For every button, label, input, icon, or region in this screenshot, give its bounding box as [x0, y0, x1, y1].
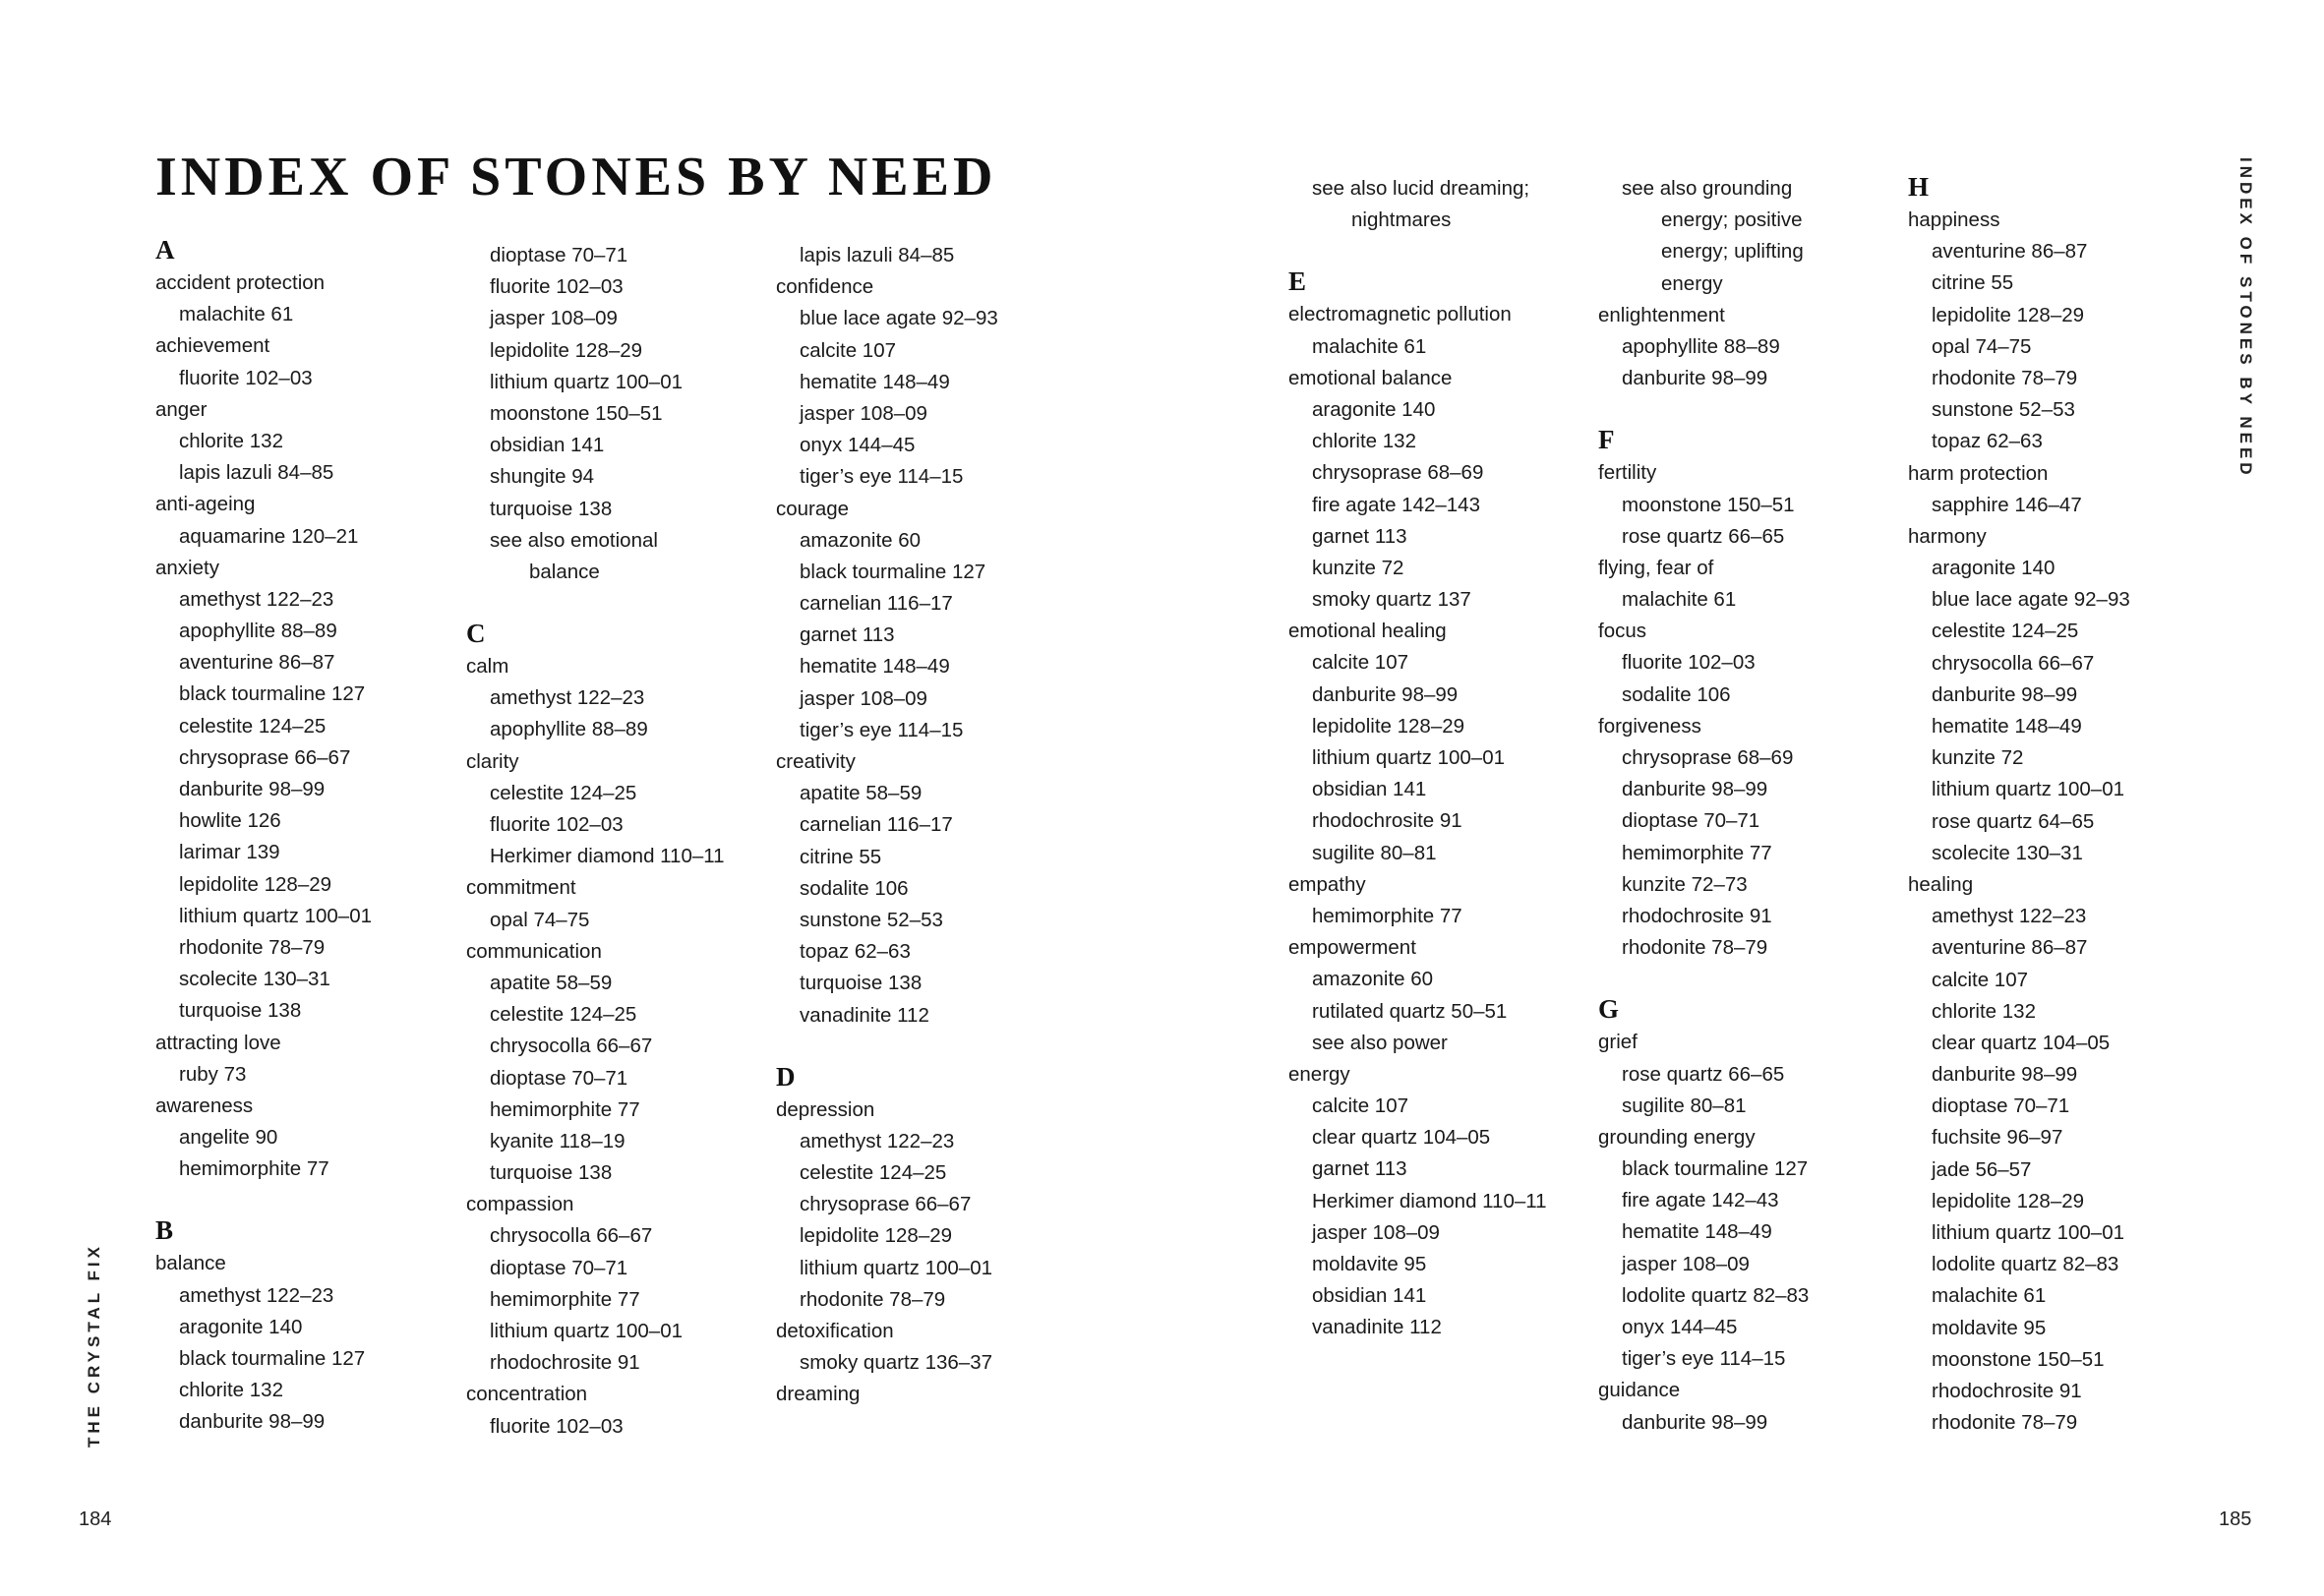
index-subentry: rhodochrosite 91	[1622, 904, 1772, 927]
index-continuation: balance	[529, 560, 600, 583]
index-heading: confidence	[776, 275, 874, 299]
index-heading: achievement	[155, 334, 270, 358]
index-subentry: fluorite 102–03	[490, 1414, 624, 1438]
running-head-left: THE CRYSTAL FIX	[85, 1243, 103, 1448]
index-subentry: aventurine 86–87	[1932, 936, 2088, 960]
index-subentry: smoky quartz 136–37	[800, 1351, 993, 1375]
index-subentry: chrysoprase 66–67	[800, 1193, 972, 1216]
index-subentry: tiger’s eye 114–15	[1622, 1347, 1786, 1371]
index-subentry: chlorite 132	[179, 429, 283, 452]
index-subentry: celestite 124–25	[179, 714, 327, 738]
index-subentry: black tourmaline 127	[179, 682, 366, 706]
index-subentry: lithium quartz 100–01	[1932, 1221, 2125, 1244]
index-subentry: aragonite 140	[1312, 397, 1436, 421]
index-subentry: celestite 124–25	[490, 781, 637, 804]
index-heading: emotional healing	[1288, 620, 1447, 643]
section-gap	[776, 1032, 1071, 1059]
index-subentry: apophyllite 88–89	[1622, 334, 1780, 358]
index-heading: creativity	[776, 750, 856, 773]
index-heading: accident protection	[155, 271, 326, 294]
index-subentry: jade 56–57	[1932, 1157, 2032, 1181]
index-subentry: fire agate 142–143	[1312, 493, 1480, 516]
index-subentry: rose quartz 64–65	[1932, 809, 2095, 833]
index-subentry: rhodochrosite 91	[490, 1351, 640, 1375]
index-subentry: calcite 107	[800, 338, 897, 362]
index-subentry: garnet 113	[1312, 1157, 1407, 1181]
index-subentry: hemimorphite 77	[490, 1097, 640, 1121]
index-subentry: dioptase 70–71	[490, 244, 628, 266]
index-subentry: aragonite 140	[179, 1315, 303, 1338]
index-subentry: dioptase 70–71	[1622, 809, 1760, 833]
index-subentry: chrysocolla 66–67	[490, 1224, 653, 1248]
index-subentry: onyx 144–45	[800, 434, 916, 457]
index-subentry: apophyllite 88–89	[179, 620, 337, 643]
index-subentry: ruby 73	[179, 1062, 247, 1086]
index-subentry: amethyst 122–23	[490, 686, 645, 710]
index-subentry: moonstone 150–51	[1622, 493, 1795, 516]
section-letter: H	[1908, 172, 1930, 202]
index-subentry: turquoise 138	[490, 1161, 613, 1185]
index-subentry: moldavite 95	[1932, 1316, 2047, 1339]
index-subentry: tiger’s eye 114–15	[800, 718, 964, 741]
index-subentry: hemimorphite 77	[179, 1157, 329, 1181]
index-heading: forgiveness	[1598, 714, 1701, 738]
section-letter: E	[1288, 266, 1307, 297]
index-heading: communication	[466, 939, 602, 963]
index-heading: energy	[1288, 1062, 1350, 1086]
index-subentry: turquoise 138	[490, 497, 613, 520]
index-column-4	[1288, 173, 1583, 1344]
section-gap	[466, 588, 761, 616]
index-subentry: sodalite 106	[800, 876, 909, 900]
index-subentry: danburite 98–99	[1622, 778, 1768, 801]
index-subentry: clear quartz 104–05	[1932, 1031, 2111, 1054]
index-subentry: celestite 124–25	[800, 1161, 947, 1185]
section-letter: A	[155, 235, 175, 265]
index-subentry: angelite 90	[179, 1126, 278, 1150]
index-subentry: rhodonite 78–79	[800, 1287, 946, 1311]
index-subentry: sugilite 80–81	[1312, 841, 1437, 864]
index-subentry: malachite 61	[1932, 1284, 2047, 1308]
index-subentry: danburite 98–99	[1622, 1410, 1768, 1434]
index-column-5	[1598, 173, 1893, 1439]
index-subentry: rhodonite 78–79	[1932, 366, 2078, 389]
index-subentry: see also power	[1312, 1031, 1448, 1054]
index-subentry: lithium quartz 100–01	[1932, 778, 2125, 801]
index-subentry: jasper 108–09	[1312, 1220, 1440, 1244]
index-subentry: see also lucid dreaming;	[1312, 177, 1530, 200]
index-subentry: sunstone 52–53	[800, 908, 943, 931]
index-continuation: nightmares	[1351, 208, 1452, 232]
index-subentry: sugilite 80–81	[1622, 1094, 1747, 1117]
index-subentry: see also emotional	[490, 528, 658, 552]
index-subentry: turquoise 138	[179, 999, 302, 1023]
index-heading: commitment	[466, 876, 576, 900]
index-continuation: energy	[1661, 271, 1723, 295]
index-heading: anti-ageing	[155, 493, 256, 516]
section-letter: C	[466, 619, 486, 649]
index-subentry: rose quartz 66–65	[1622, 524, 1785, 548]
index-subentry: malachite 61	[1312, 334, 1427, 358]
index-subentry: chrysoprase 68–69	[1312, 461, 1484, 485]
index-subentry: lepidolite 128–29	[1312, 714, 1465, 738]
index-subentry: hemimorphite 77	[1622, 841, 1772, 864]
index-heading: compassion	[466, 1193, 574, 1216]
index-subentry: lodolite quartz 82–83	[1932, 1253, 2119, 1276]
index-subentry: danburite 98–99	[1312, 682, 1459, 706]
index-subentry: lepidolite 128–29	[800, 1224, 953, 1248]
index-heading: clarity	[466, 749, 519, 773]
index-subentry: topaz 62–63	[1932, 430, 2043, 453]
index-subentry: amethyst 122–23	[1932, 905, 2087, 928]
index-subentry: chrysoprase 66–67	[179, 745, 351, 769]
index-subentry: sodalite 106	[1622, 682, 1731, 706]
section-letter: D	[776, 1061, 796, 1092]
index-heading: grounding energy	[1598, 1125, 1756, 1149]
index-continuation: energy; uplifting	[1661, 240, 1804, 264]
index-subentry: malachite 61	[1622, 588, 1737, 612]
index-heading: guidance	[1598, 1379, 1681, 1402]
index-subentry: amethyst 122–23	[800, 1129, 955, 1153]
index-subentry: kyanite 118–19	[490, 1129, 626, 1153]
section-gap	[1288, 236, 1583, 264]
index-heading: harm protection	[1908, 461, 2049, 485]
index-subentry: apatite 58–59	[490, 971, 613, 994]
index-subentry: citrine 55	[1932, 271, 2014, 295]
index-subentry: hematite 148–49	[800, 370, 950, 393]
index-subentry: onyx 144–45	[1622, 1316, 1738, 1338]
index-subentry: rhodonite 78–79	[1932, 1411, 2078, 1435]
index-subentry: aventurine 86–87	[179, 651, 335, 675]
index-subentry: apophyllite 88–89	[490, 718, 648, 741]
index-heading: awareness	[155, 1094, 254, 1117]
page-title: INDEX OF STONES BY NEED	[155, 147, 997, 207]
index-heading: empowerment	[1288, 936, 1416, 960]
index-heading: depression	[776, 1097, 875, 1121]
index-subentry: shungite 94	[490, 465, 595, 489]
index-subentry: clear quartz 104–05	[1312, 1126, 1491, 1150]
index-heading: calm	[466, 655, 509, 679]
index-subentry: dioptase 70–71	[1932, 1094, 2070, 1118]
index-heading: harmony	[1908, 524, 1987, 548]
index-subentry: chrysocolla 66–67	[490, 1034, 653, 1058]
index-heading: anger	[155, 397, 208, 421]
index-subentry: carnelian 116–17	[800, 813, 953, 837]
index-subentry: apatite 58–59	[800, 782, 923, 805]
index-subentry: carnelian 116–17	[800, 592, 953, 616]
index-subentry: lepidolite 128–29	[1932, 303, 2085, 326]
index-subentry: rhodochrosite 91	[1312, 809, 1462, 833]
index-subentry: danburite 98–99	[1622, 367, 1768, 390]
index-continuation: energy; positive	[1661, 208, 1803, 232]
index-subentry: lithium quartz 100–01	[179, 904, 373, 927]
index-subentry: lapis lazuli 84–85	[800, 244, 955, 266]
index-subentry: amazonite 60	[800, 528, 922, 552]
index-subentry: calcite 107	[1312, 1094, 1409, 1118]
index-subentry: rose quartz 66–65	[1622, 1062, 1785, 1086]
index-subentry: hemimorphite 77	[490, 1287, 640, 1311]
index-subentry: obsidian 141	[1312, 1284, 1427, 1308]
index-subentry: rhodonite 78–79	[1622, 936, 1768, 960]
index-heading: enlightenment	[1598, 303, 1725, 326]
section-letter: G	[1598, 994, 1620, 1025]
index-subentry: dioptase 70–71	[490, 1066, 628, 1090]
index-subentry: Herkimer diamond 110–11	[490, 845, 725, 868]
index-subentry: see also grounding	[1622, 177, 1793, 200]
index-subentry: fluorite 102–03	[1622, 651, 1756, 675]
index-subentry: hematite 148–49	[1622, 1220, 1772, 1244]
index-heading: detoxification	[776, 1320, 894, 1342]
index-subentry: Herkimer diamond 110–11	[1312, 1189, 1547, 1212]
index-subentry: kunzite 72	[1932, 746, 2024, 770]
index-subentry: blue lace agate 92–93	[800, 307, 998, 330]
index-subentry: danburite 98–99	[1932, 682, 2078, 706]
index-subentry: lepidolite 128–29	[1932, 1189, 2085, 1212]
index-heading: concentration	[466, 1383, 588, 1406]
index-subentry: lithium quartz 100–01	[490, 1320, 684, 1342]
index-subentry: danburite 98–99	[179, 1410, 326, 1434]
index-subentry: rhodonite 78–79	[179, 935, 326, 959]
index-subentry: smoky quartz 137	[1312, 588, 1471, 612]
index-subentry: aventurine 86–87	[1932, 240, 2088, 264]
index-subentry: chlorite 132	[1312, 430, 1416, 453]
index-subentry: black tourmaline 127	[800, 560, 986, 583]
page-number-right: 185	[2219, 1508, 2252, 1530]
index-subentry: moonstone 150–51	[1932, 1347, 2105, 1371]
section-gap	[1598, 964, 1893, 991]
index-subentry: scolecite 130–31	[1932, 841, 2083, 864]
index-subentry: rutilated quartz 50–51	[1312, 999, 1508, 1023]
index-subentry: jasper 108–09	[1622, 1252, 1750, 1275]
index-subentry: danburite 98–99	[179, 778, 326, 800]
index-subentry: black tourmaline 127	[179, 1347, 366, 1370]
index-column-2	[466, 240, 761, 1443]
index-subentry: lapis lazuli 84–85	[179, 461, 334, 485]
section-letter: F	[1598, 425, 1615, 455]
index-subentry: lepidolite 128–29	[179, 872, 332, 896]
index-subentry: vanadinite 112	[800, 1003, 929, 1027]
index-subentry: celestite 124–25	[1932, 620, 2079, 643]
index-subentry: amethyst 122–23	[179, 587, 334, 611]
index-subentry: chlorite 132	[179, 1379, 283, 1402]
index-heading: fertility	[1598, 461, 1657, 485]
index-subentry: chrysoprase 68–69	[1622, 746, 1794, 769]
index-heading: dreaming	[776, 1383, 861, 1406]
page-number-left: 184	[79, 1508, 112, 1530]
index-column-3	[776, 240, 1071, 1411]
section-gap	[155, 1185, 450, 1212]
index-subentry: garnet 113	[1312, 524, 1407, 548]
index-subentry: hemimorphite 77	[1312, 904, 1462, 927]
index-subentry: fluorite 102–03	[179, 366, 313, 389]
index-subentry: celestite 124–25	[490, 1003, 637, 1027]
index-subentry: rhodochrosite 91	[1932, 1379, 2082, 1402]
index-subentry: opal 74–75	[1932, 334, 2032, 358]
index-subentry: aquamarine 120–21	[179, 524, 359, 548]
index-subentry: topaz 62–63	[800, 940, 911, 964]
index-subentry: howlite 126	[179, 809, 281, 833]
index-subentry: calcite 107	[1932, 968, 2029, 991]
index-subentry: tiger’s eye 114–15	[800, 465, 964, 489]
index-subentry: lepidolite 128–29	[490, 338, 643, 362]
index-subentry: fire agate 142–43	[1622, 1189, 1779, 1212]
index-subentry: sapphire 146–47	[1932, 493, 2082, 516]
index-subentry: fuchsite 96–97	[1932, 1126, 2063, 1150]
index-subentry: vanadinite 112	[1312, 1316, 1442, 1339]
index-subentry: larimar 139	[179, 841, 280, 864]
index-heading: electromagnetic pollution	[1288, 303, 1512, 326]
index-subentry: jasper 108–09	[800, 401, 927, 425]
index-heading: anxiety	[155, 556, 219, 579]
index-subentry: dioptase 70–71	[490, 1256, 628, 1279]
index-subentry: obsidian 141	[1312, 778, 1427, 801]
index-subentry: moonstone 150–51	[490, 401, 663, 425]
index-column-6	[1908, 169, 2203, 1439]
index-subentry: malachite 61	[179, 303, 294, 326]
index-subentry: lithium quartz 100–01	[490, 370, 684, 393]
index-subentry: fluorite 102–03	[490, 275, 624, 299]
index-subentry: jasper 108–09	[800, 686, 927, 710]
index-subentry: kunzite 72–73	[1622, 872, 1748, 896]
section-gap	[1598, 394, 1893, 422]
index-subentry: kunzite 72	[1312, 556, 1404, 579]
index-heading: healing	[1908, 872, 1974, 896]
index-heading: emotional balance	[1288, 366, 1453, 389]
index-subentry: hematite 148–49	[800, 655, 950, 679]
index-subentry: aragonite 140	[1932, 557, 2056, 580]
index-subentry: lithium quartz 100–01	[800, 1256, 993, 1279]
index-subentry: turquoise 138	[800, 972, 923, 995]
index-subentry: amazonite 60	[1312, 968, 1434, 991]
section-letter: B	[155, 1215, 174, 1246]
index-subentry: black tourmaline 127	[1622, 1157, 1809, 1181]
index-subentry: chrysocolla 66–67	[1932, 651, 2095, 675]
index-subentry: fluorite 102–03	[490, 813, 624, 836]
index-heading: courage	[776, 497, 850, 520]
index-subentry: garnet 113	[800, 623, 895, 647]
index-subentry: moldavite 95	[1312, 1253, 1427, 1275]
index-heading: focus	[1598, 620, 1646, 643]
index-heading: flying, fear of	[1598, 556, 1714, 579]
index-heading: empathy	[1288, 872, 1366, 896]
index-heading: attracting love	[155, 1031, 281, 1054]
index-subentry: lithium quartz 100–01	[1312, 746, 1506, 769]
index-heading: happiness	[1908, 208, 2000, 231]
index-subentry: sunstone 52–53	[1932, 398, 2075, 422]
index-subentry: lodolite quartz 82–83	[1622, 1283, 1810, 1307]
index-subentry: jasper 108–09	[490, 307, 618, 330]
index-subentry: blue lace agate 92–93	[1932, 588, 2130, 612]
index-subentry: calcite 107	[1312, 651, 1409, 675]
index-subentry: scolecite 130–31	[179, 968, 330, 991]
index-subentry: amethyst 122–23	[179, 1283, 334, 1307]
index-heading: balance	[155, 1252, 226, 1275]
index-subentry: hematite 148–49	[1932, 715, 2082, 738]
index-heading: grief	[1598, 1031, 1638, 1054]
index-subentry: opal 74–75	[490, 908, 590, 931]
index-subentry: danburite 98–99	[1932, 1063, 2078, 1087]
index-subentry: chlorite 132	[1932, 999, 2036, 1023]
index-column-1	[155, 232, 450, 1439]
index-subentry: obsidian 141	[490, 434, 605, 457]
index-subentry: citrine 55	[800, 845, 882, 868]
running-head-right: INDEX OF STONES BY NEED	[2236, 157, 2255, 479]
